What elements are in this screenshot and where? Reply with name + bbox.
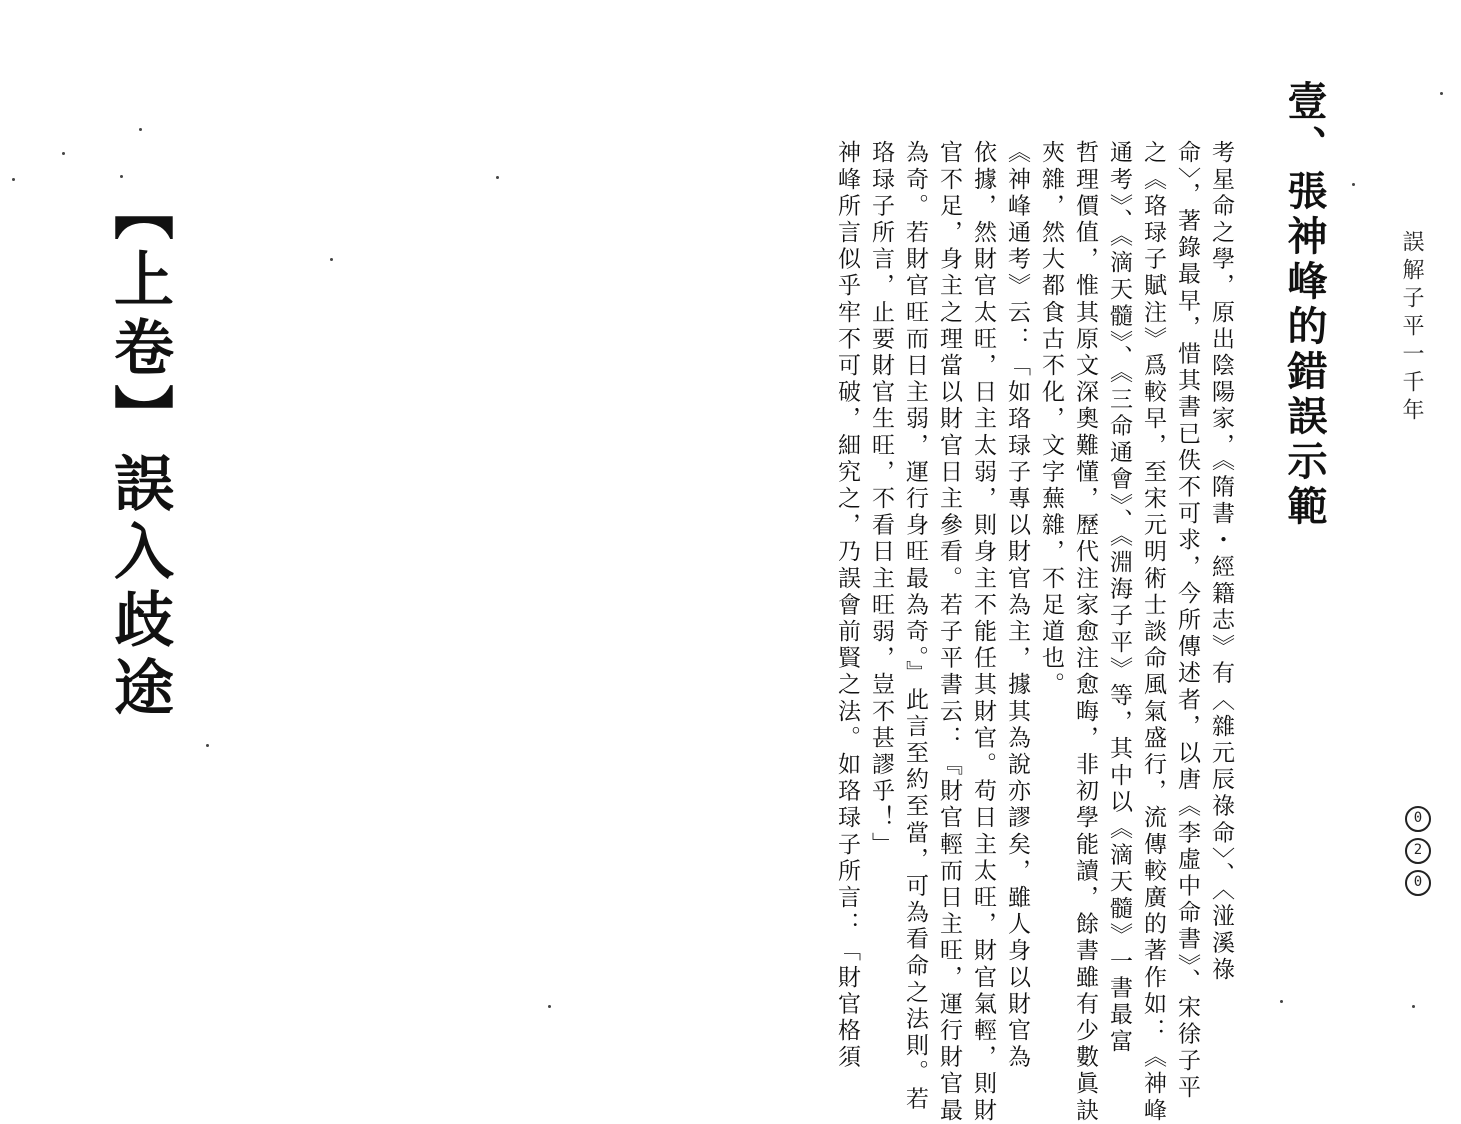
text-line: 神峰所言似乎牢不可破，細究之，乃誤會前賢之法。如珞琭子所言：「財官格須: [834, 140, 860, 1071]
scan-speck: [120, 175, 123, 178]
text-line: 哲理價值，惟其原文深奧難懂，歷代注家愈注愈晦，非初學能讀，餘書雖有少數眞訣: [1072, 140, 1098, 1124]
scan-speck: [548, 1005, 551, 1008]
text-line: 官不足，身主之理當以財官日主參看。若子平書云：『財官輕而日主旺，運行財官最: [936, 140, 962, 1124]
page-number-digit: 0: [1405, 806, 1431, 832]
scan-speck: [12, 178, 15, 181]
page-number-digit: 0: [1405, 870, 1431, 896]
scan-speck: [206, 744, 209, 747]
page-number: [1405, 806, 1431, 896]
body-text: [832, 140, 1235, 1124]
chapter-title: 壹、張神峰的錯誤示範: [1281, 80, 1328, 530]
scan-speck: [1352, 183, 1355, 186]
running-title: 誤解子平一千年: [1399, 230, 1424, 426]
page-number-digit: 2: [1405, 838, 1431, 864]
text-line: 夾雜，然大都食古不化，文字蕪雜，不足道也。: [1038, 140, 1064, 699]
text-line: 之《珞琭子賦注》爲較早，至宋元明術士談命風氣盛行，流傳較廣的著作如：《神峰: [1140, 140, 1166, 1124]
scan-speck: [62, 152, 65, 155]
text-line: 依據，然財官太旺，日主太弱，則身主不能任其財官。苟日主太旺，財官氣輕，則財: [970, 140, 996, 1124]
text-line: 《神峰通考》云：「如珞琭子專以財官為主，據其為說亦謬矣，雖人身以財官為: [1004, 140, 1030, 1071]
scan-speck: [1280, 1000, 1283, 1003]
section-title: 【上卷】誤入歧途: [104, 180, 174, 724]
scan-speck: [139, 128, 142, 131]
scan-speck: [1440, 92, 1443, 95]
text-line: 珞琭子所言，止要財官生旺，不看日主旺弱，豈不甚謬乎！」: [868, 140, 894, 859]
text-line: 為奇。若財官旺而日主弱，運行身旺最為奇。』此言至約至當，可為看命之法則。若: [902, 140, 928, 1113]
text-line: 通考》、《滴天髓》、《三命通會》、《淵海子平》等，其中以《滴天髓》一書最富: [1106, 140, 1132, 1056]
text-line: 考星命之學，原出陰陽家，《隋書・經籍志》有〈雜元辰祿命〉、〈湴溪祿: [1208, 140, 1234, 984]
scan-speck: [496, 176, 499, 179]
scan-speck: [330, 258, 333, 261]
scan-speck: [1412, 1005, 1415, 1008]
text-line: 命〉，著錄最早，惜其書已佚不可求，今所傳述者，以唐《李虛中命書》、宋徐子平: [1174, 140, 1200, 1102]
